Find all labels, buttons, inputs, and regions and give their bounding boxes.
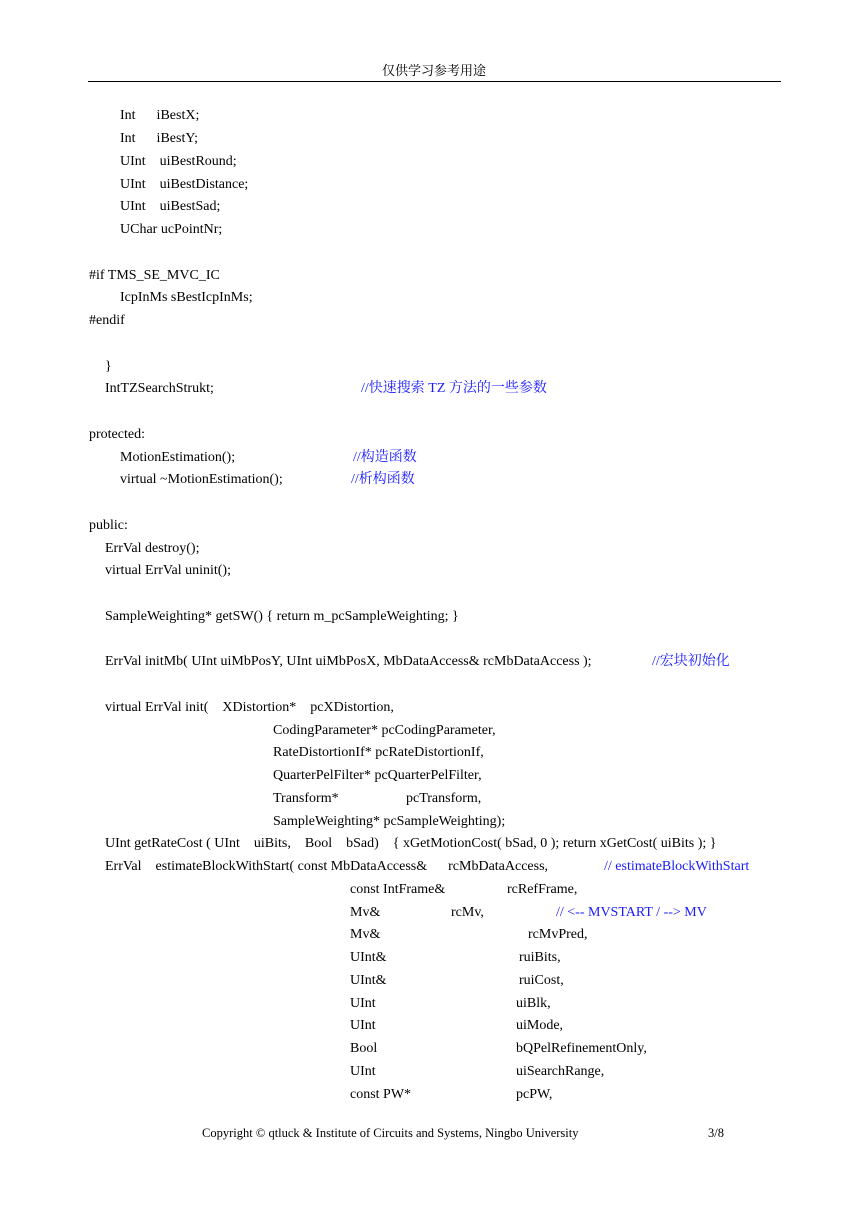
code-line: CodingParameter* pcCodingParameter, — [273, 723, 496, 738]
code-line: Mv& — [350, 927, 381, 942]
code-line: UInt getRateCost ( UInt uiBits, Bool bSad) { xGetMotionCost( bSad, 0 ); return xGetCost( uiBits ); } — [105, 836, 717, 851]
code-line: MotionEstimation(); — [120, 450, 236, 465]
code-comment: //析构函数 — [351, 472, 415, 487]
code-line: Int iBestX; — [120, 108, 200, 123]
code-line: UInt& — [350, 973, 387, 988]
code-line: virtual ErrVal init( XDistortion* pcXDistortion, — [105, 700, 394, 715]
code-line: rcRefFrame, — [507, 882, 578, 897]
code-line: SampleWeighting* pcSampleWeighting); — [273, 814, 506, 829]
code-line: uiSearchRange, — [516, 1064, 605, 1079]
code-line: pcTransform, — [406, 791, 482, 806]
code-line: bQPelRefinementOnly, — [516, 1041, 647, 1056]
code-line: virtual ErrVal uninit(); — [105, 563, 231, 578]
code-line: UInt uiBestDistance; — [120, 177, 249, 192]
code-line: UChar ucPointNr; — [120, 222, 223, 237]
code-line: virtual ~MotionEstimation(); — [120, 472, 283, 487]
code-line: uiMode, — [516, 1018, 564, 1033]
code-line: ruiCost, — [519, 973, 564, 988]
code-line: Bool — [350, 1041, 378, 1056]
code-line: RateDistortionIf* pcRateDistortionIf, — [273, 745, 484, 760]
code-line: UInt uiBestSad; — [120, 199, 221, 214]
code-line: const PW* — [350, 1087, 412, 1102]
code-line: const IntFrame& — [350, 882, 446, 897]
code-line: ErrVal destroy(); — [105, 541, 200, 556]
code-line: Transform* — [273, 791, 339, 806]
code-line: pcPW, — [516, 1087, 553, 1102]
code-line: UInt uiBestRound; — [120, 154, 237, 169]
code-line: QuarterPelFilter* pcQuarterPelFilter, — [273, 768, 482, 783]
code-line: IcpInMs sBestIcpInMs; — [120, 290, 253, 305]
code-line: } — [105, 359, 112, 374]
code-line: Int iBestY; — [120, 131, 199, 146]
header-divider — [88, 81, 781, 82]
code-line: IntTZSearchStrukt; — [105, 381, 214, 396]
code-comment: // <-- MVSTART / --> MV — [556, 905, 707, 920]
code-line: ruiBits, — [519, 950, 561, 965]
footer-copyright: Copyright © qtluck & Institute of Circuits and Systems, Ningbo University — [202, 1126, 579, 1140]
code-comment: //快速搜索 TZ 方法的一些参数 — [361, 381, 547, 396]
code-line: rcMv, — [451, 905, 484, 920]
code-line: Mv& — [350, 905, 381, 920]
code-line: uiBlk, — [516, 996, 551, 1011]
code-line: SampleWeighting* getSW() { return m_pcSampleWeighting; } — [105, 609, 459, 624]
code-line: ErrVal estimateBlockWithStart( const MbDataAccess& rcMbDataAccess, — [105, 859, 549, 874]
code-line: UInt& — [350, 950, 387, 965]
code-line: UInt — [350, 996, 376, 1011]
code-line: rcMvPred, — [528, 927, 588, 942]
code-line: UInt — [350, 1018, 376, 1033]
code-line: protected: — [89, 427, 145, 442]
code-line: #endif — [89, 313, 125, 328]
page-number: 3/8 — [708, 1126, 724, 1140]
page-header: 仅供学习参考用途 — [381, 63, 486, 78]
code-comment: // estimateBlockWithStart — [604, 859, 750, 874]
code-line: #if TMS_SE_MVC_IC — [89, 268, 220, 283]
code-line: UInt — [350, 1064, 376, 1079]
code-line: ErrVal initMb( UInt uiMbPosY, UInt uiMbPosX, MbDataAccess& rcMbDataAccess ); — [105, 654, 592, 669]
code-comment: //构造函数 — [353, 450, 417, 465]
code-comment: //宏块初始化 — [652, 654, 730, 669]
code-line: public: — [89, 518, 128, 533]
